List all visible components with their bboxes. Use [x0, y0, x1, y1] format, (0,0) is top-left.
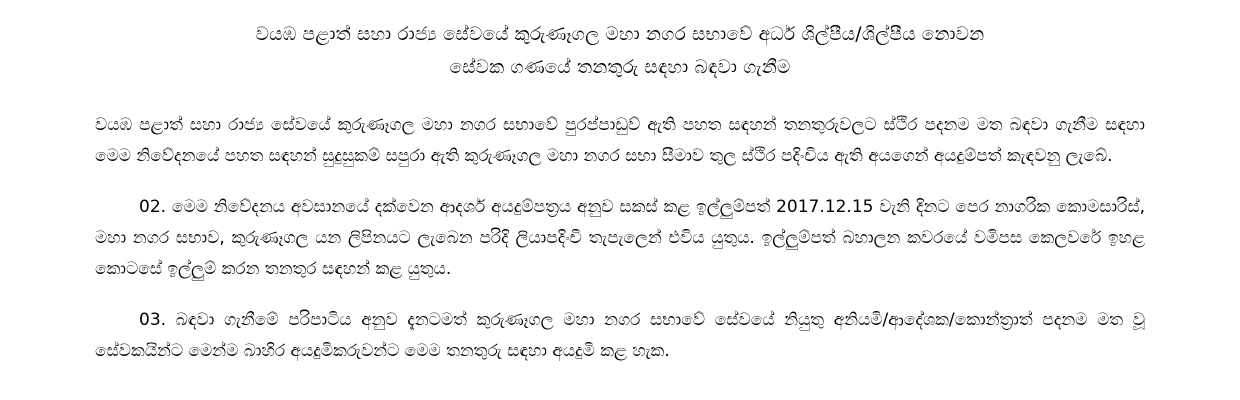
- document-body: [95, 110, 1145, 367]
- paragraph-clause-03: 03. බඳවා ගැනීමේ පරිපාටිය අනුව දැනටමත් කුරුණෑගල මහා නගර සභාවේ සේවයේ නියුතු අනියමි/ආදේශක/කොන්ත්‍රාත් පදනම මත වූ සේවකයින්ට මෙන්ම බාහිර අයදුමිකරුවන්ට මෙම තනතුරු සඳහා අයදුමි කළ හැක.: [95, 310, 1145, 361]
- document-title-line-1: වයඹ පළාත් සහා රාජ්‍ය සේවයේ කුරුණෑගල මහා නගර සභාවේ අර්ධ ශිල්පීය/ශිල්පීය නොවන: [255, 24, 985, 45]
- paragraph-clause-02: 02. මෙම නිවේදනය අවසානයේ දක්වෙන ආදර්ශ අයදුම්පත්‍රය අනුව සකස් කළ ඉල්ලුම්පත් 2017.12.15 වැනි දිනට පෙර නාගරික කොමසාරිස්, මහා නගර සභාව, කුරුණෑගල යන ලිපිනයට ලැබෙන පරිදි ලියාපදිංචි තැපැලෙන් එවිය යුතුය. ඉල්ලුම්පත් බහාලන කවරයේ වමිපස කෙලවරේ ඉහළ කොටසේ ඉල්ලුම් කරන තනතුර සඳහන් කළ යුතුය.: [95, 197, 1145, 279]
- document-title: [180, 18, 1060, 84]
- document-title-line-2: සේවක ගණයේ තනතුරු සඳහා බඳවා ගැනීම: [449, 57, 791, 78]
- paragraph-intro: වයඹ පළාත් සහා රාජ්‍ය සේවයේ කුරුණෑගල මහා නගර සභාවේ පුරප්පාඩුව් ඇති පහත සඳහන් තනතුරුවලට ස්ථිර පදනම මත බඳවා ගැනීම සඳහා මෙම නිවේදනයේ පහත සඳහන් සුදුසුකම් සපුරා ඇති කුරුණෑගල මහා නගර සභා සීමාව තුල ස්ථිර පදිංචිය ඇති අයගෙන් අයදුම්පත් කැඳවනු ලැබේ.: [95, 115, 1145, 166]
